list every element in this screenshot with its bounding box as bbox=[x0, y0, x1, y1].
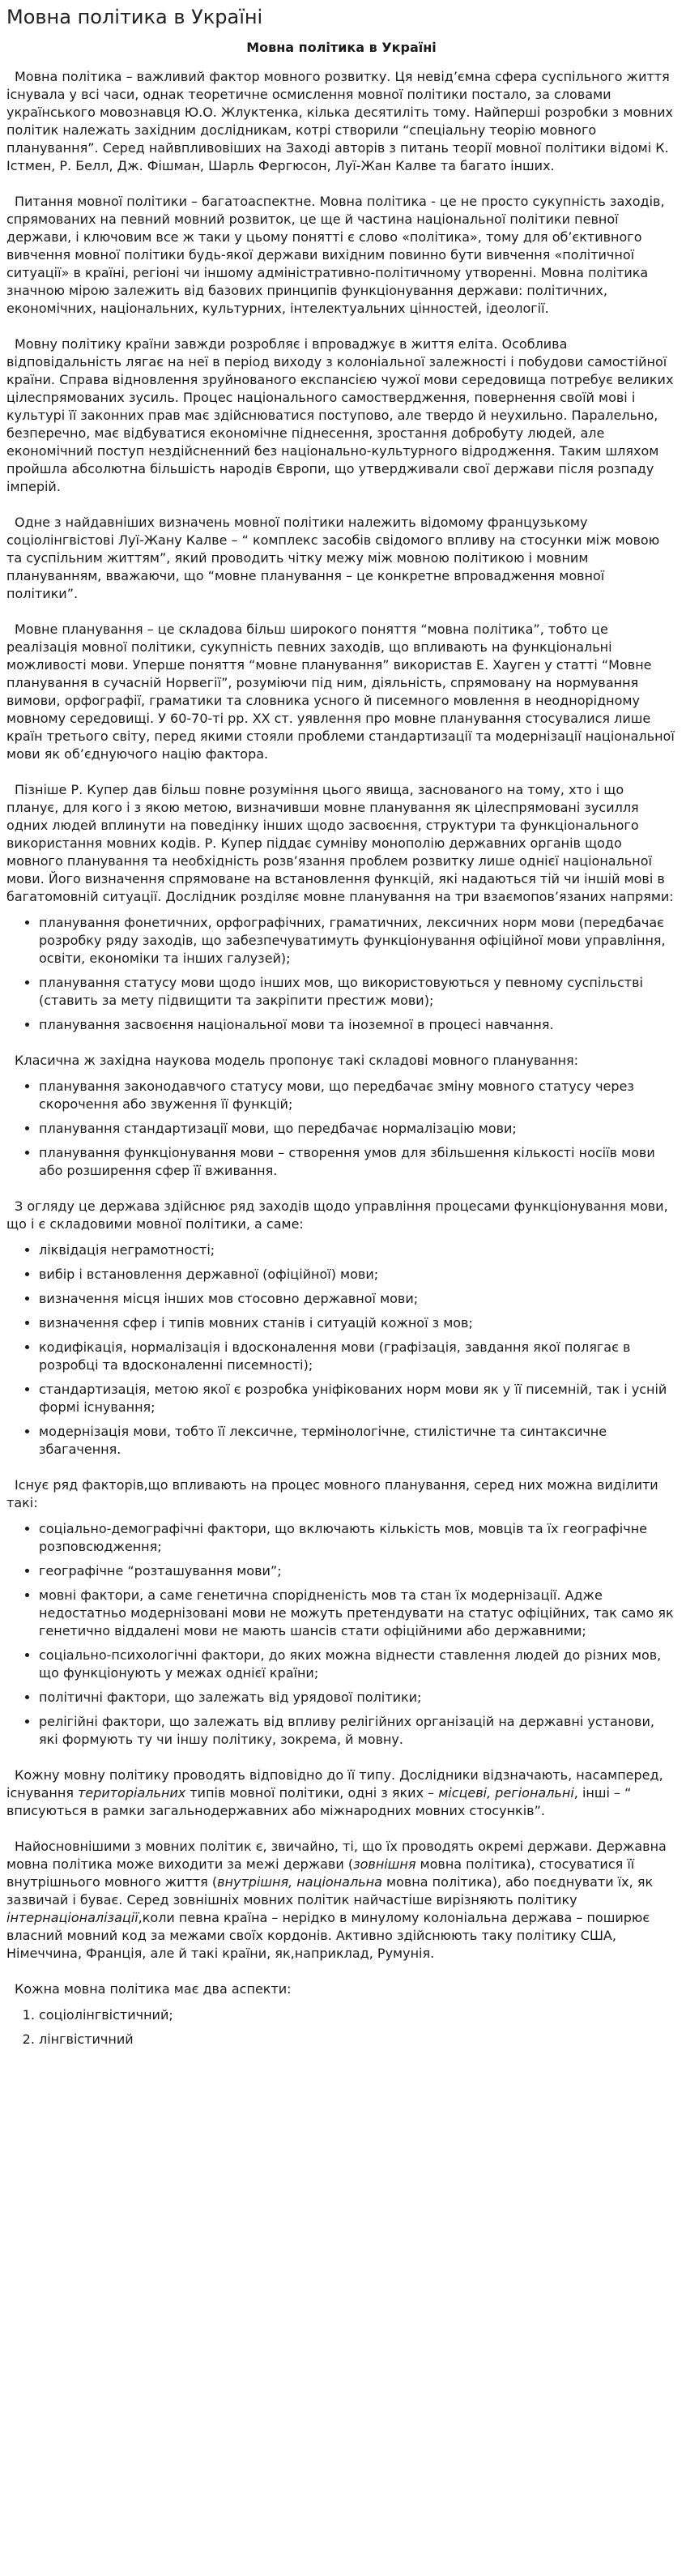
list-item: • ліквідація неграмотності; bbox=[39, 1241, 676, 1259]
text-run: типів мовної політики, одні з яких – bbox=[185, 1785, 439, 1801]
paragraph-factors: Існує ряд факторів,що впливають на процес мовного планування, серед них можна виділити такі: bbox=[6, 1477, 658, 1510]
list-item: • планування статусу мови щодо інших мов, що використовуються у певному суспільстві (ставить за мету підвищити та закріпити престиж мови); bbox=[39, 974, 676, 1010]
list-item: • визначення сфер і типів мовних станів і ситуацій кожної з мов; bbox=[39, 1314, 676, 1332]
paragraph-state-policies bbox=[6, 1838, 676, 1963]
emphasis-external: зовнішня bbox=[353, 1856, 416, 1872]
list-item: • вибір і встановлення державної (офіційної) мови; bbox=[39, 1266, 676, 1284]
list-item: • соціально-психологічні фактори, до яких можна віднести ставлення людей до різних мов, що функціонують у межах однієї країни; bbox=[39, 1647, 676, 1682]
emphasis-territorial: територіальних bbox=[78, 1785, 186, 1801]
list-item: • планування стандартизації мови, що передбачає нормалізацію мови; bbox=[39, 1120, 676, 1138]
paragraph-types bbox=[6, 1766, 676, 1820]
paragraph-aspects: Питання мовної політики – багатоаспектне. Мовна політика - це не просто сукупність заходів, спрямованих на певний мовний розвиток, це ще й частина національної політики певної держави, і ключовим все ж таки у цьому понятті є слово «політика», тому для об’єктивного вивчення мовної політики будь-якої держави вихідним повинно бути вивчення «політичної ситуації» в країні, регіоні чи іншому адміністративно-політичному утворенні. Мовна політика значною мірою залежить від базових принципів функціонування держави: політичних, економічних, національних, культурних, інтелектуальних цінностей, ідеології. bbox=[6, 194, 665, 316]
text-run: ,коли певна країна – нерідко в минулому колоніальна держава – поширює власний мовний код за межами своїх кордонів. Активно здійснюють таку політику США, Німеччина, Франція, але й такі країни, як,наприклад, Румунія. bbox=[6, 1910, 650, 1961]
emphasis-local-regional: місцеві, регіональні bbox=[438, 1785, 574, 1801]
paragraph-two-aspects: Кожна мовна політика має два аспекти: bbox=[15, 1981, 292, 1997]
emphasis-internal-national: внутрішня, національна bbox=[217, 1874, 382, 1890]
list-item: • планування засвоєння національної мови та іноземної в процесі навчання. bbox=[39, 1016, 676, 1034]
text-run: Найоcновнішими з мовних політик є, звичайно, ті, що їх проводять окремі держави. Державна мовна політика може виходити за межі держави ( bbox=[6, 1839, 667, 1872]
list-item: • планування функціонування мови – створення умов для збільшення кількості носіїв мови або розширення сфер її вживання. bbox=[39, 1144, 676, 1180]
list-item: • стандартизація, метою якої є розробка уніфікованих норм мови як у її писемній, так і усній формі існування; bbox=[39, 1381, 676, 1416]
paragraph-elite: Мовну політику країни завжди розробляє і впроваджує в життя еліта. Особлива відповідальність лягає на неї в період виходу з колоніальної залежності і побудови самостійної країни. Справа відновлення зруйнованого експансією чужої мови середовища потребує великих цілеспрямованих зусиль. Процес національного самоствердження, повернення своїй мові і культурі її законних прав має здійснюватися поступово, але твердо й неухильно. Паралельно, безперечно, має відбуватися економічне піднесення, зростання добробуту людей, але економічний поступ нездійсненний без національно-культурного відродження. Таким шляхом пройшла абсолютна більшість народів Європи, що утвердживали свої держави після розпаду імперій. bbox=[6, 336, 674, 494]
list-factors bbox=[6, 1520, 676, 1749]
list-western-components bbox=[6, 1078, 676, 1180]
text-run: , інші – “ вписуються в рамки загальнодержавних або міжнародних мовних стосунків”. bbox=[6, 1785, 632, 1818]
list-item: • географічне “розташування мови”; bbox=[39, 1562, 676, 1580]
list-state-measures bbox=[6, 1241, 676, 1459]
paragraph-cooper: Пізніше Р. Купер дав більш повне розуміння цього явища, заснованого на тому, хто і що планує, для кого і з якою метою, визначивши мовне планування як цілеспрямовані зусилля одних людей вплинути на поведінку інших щодо засвоєння, структури та функціонального використання мовних кодів. Р. Купер піддає сумніву монополію державних органів щодо мовного планування та необхідність розв’язання проблем розвитку лише однієї національної мови. Його визначення спрямоване на встановлення функцій, які надаються тій чи іншій мові в багатомовній ситуації. Дослідник розділяє мовне планування на три взаємопов’язаних напрями: bbox=[6, 782, 674, 904]
list-item: 1. соціолінгвістичний; bbox=[39, 2006, 676, 2024]
list-aspects bbox=[6, 2006, 676, 2048]
emphasis-internationalization: інтернаціоналізації bbox=[6, 1910, 138, 1925]
list-item: • планування фонетичних, орфографічних, граматичних, лексичних норм мови (передбачає розробку ряду заходів, що забезпечуватимуть функціонування офіційної мови управління, освіти, економіки та інших галузей); bbox=[39, 914, 676, 968]
list-item: • визначення місця інших мов стосовно державної мови; bbox=[39, 1290, 676, 1308]
paragraph-calvet: Одне з найдавніших визначень мовної політики належить відомому французькому соціолінгвістові Луї-Жану Калве – “ комплекс засобів свідомого впливу на стосунки між мовою та суспільним життям”, який проводить чітку межу між мовною політикою і мовним плануванням, вважаючи, що “мовне планування – це конкретне впровадження мовної політики”. bbox=[6, 515, 660, 601]
list-item: • релігійні фактори, що залежать від впливу релігійних організацій на державні установи, які формують ту чи іншу політику, зокрема, й мовну. bbox=[39, 1713, 676, 1749]
list-item: • кодифікація, нормалізація і вдосконалення мови (графізація, завдання якої полягає в розробці та вдосконаленні писемності); bbox=[39, 1339, 676, 1374]
paragraph-intro: Мовна політика – важливий фактор мовного розвитку. Ця невід’ємна сфера суспільного життя існувала у всі часи, однак теоретичне осмислення мовної політики постало, за словами українського мовознавця Ю.О. Жлуктенка, кілька десятиліть тому. Найперші розробки з мовних політик належать західним дослідникам, котрі створили “спеціальну теорію мовного планування”. Серед найвпливовіших на Заході авторів з питань теорії мовної політики відомі К. Істмен, Р. Белл, Дж. Фішман, Шарль Фергюсон, Луї-Жан Калве та багато інших. bbox=[6, 69, 674, 173]
paragraph-planning: Мовне планування – це складова більш широкого поняття “мовна політика”, тобто це реалізація мовної політики, сукупність певних заходів, що впливають на функціональні можливості мови. Уперше поняття “мовне планування” використав Е. Хауген у статті “Мовне планування в сучасній Норвегії”, розуміючи під ним, діяльність, спрямовану на нормування вимови, орфографії, граматики та словника усного й писемного мовлення в неоднорідному мовному середовищі. У 60-70-ті рр. ХХ ст. уявлення про мовне планування стосувалися лише країн третього світу, перед якими стояли проблеми стандартизації та модернізації національної мови як об’єднуючого націю фактора. bbox=[6, 622, 675, 762]
list-item: • планування законодавчого статусу мови, що передбачає зміну мовного статусу через скорочення або звуження її функцій; bbox=[39, 1078, 676, 1113]
list-item: • політичні фактори, що залежать від урядової політики; bbox=[39, 1689, 676, 1707]
paragraph-state-measures: З огляду це держава здійснює ряд заходів щодо управління процесами функціонування мови, що і є складовими мовної політики, а саме: bbox=[6, 1198, 668, 1232]
page-title: Мовна політика в Україні bbox=[6, 6, 263, 28]
list-cooper-directions bbox=[6, 914, 676, 1034]
list-item: • модернізація мови, тобто її лексичне, термінологічне, стилістичне та синтаксичне збагачення. bbox=[39, 1423, 676, 1459]
text-run: мовна політика), стосуватися її внутрішнього мовного життя ( bbox=[6, 1856, 635, 1890]
paragraph-western-model: Класична ж західна наукова модель пропонує такі складові мовного планування: bbox=[15, 1053, 579, 1068]
list-item: 2. лінгвістичний bbox=[39, 2031, 676, 2048]
text-run: мовна політика), або поєднувати їх, як зазвичай і буває. Серед зовнішніх мовних політик найчастіше вирізняють політику bbox=[6, 1874, 654, 1907]
list-item: • мовні фактори, а саме генетична спорідненість мов та стан їх модернізації. Адже недостатньо модернізовані мови не можуть претендувати на статус офіційних, так само як генетично віддалені мови не мають шансів стати офіційними або державними; bbox=[39, 1587, 676, 1640]
list-item: • соціально-демографічні фактори, що включають кількість мов, мовців та їх географічне розповсюдження; bbox=[39, 1520, 676, 1556]
text-run: Кожну мовну політику проводять відповідно до її типу. Дослідники відзначають, насамперед, існування bbox=[6, 1767, 663, 1801]
article-subtitle: Мовна політика в Україні bbox=[246, 40, 437, 55]
